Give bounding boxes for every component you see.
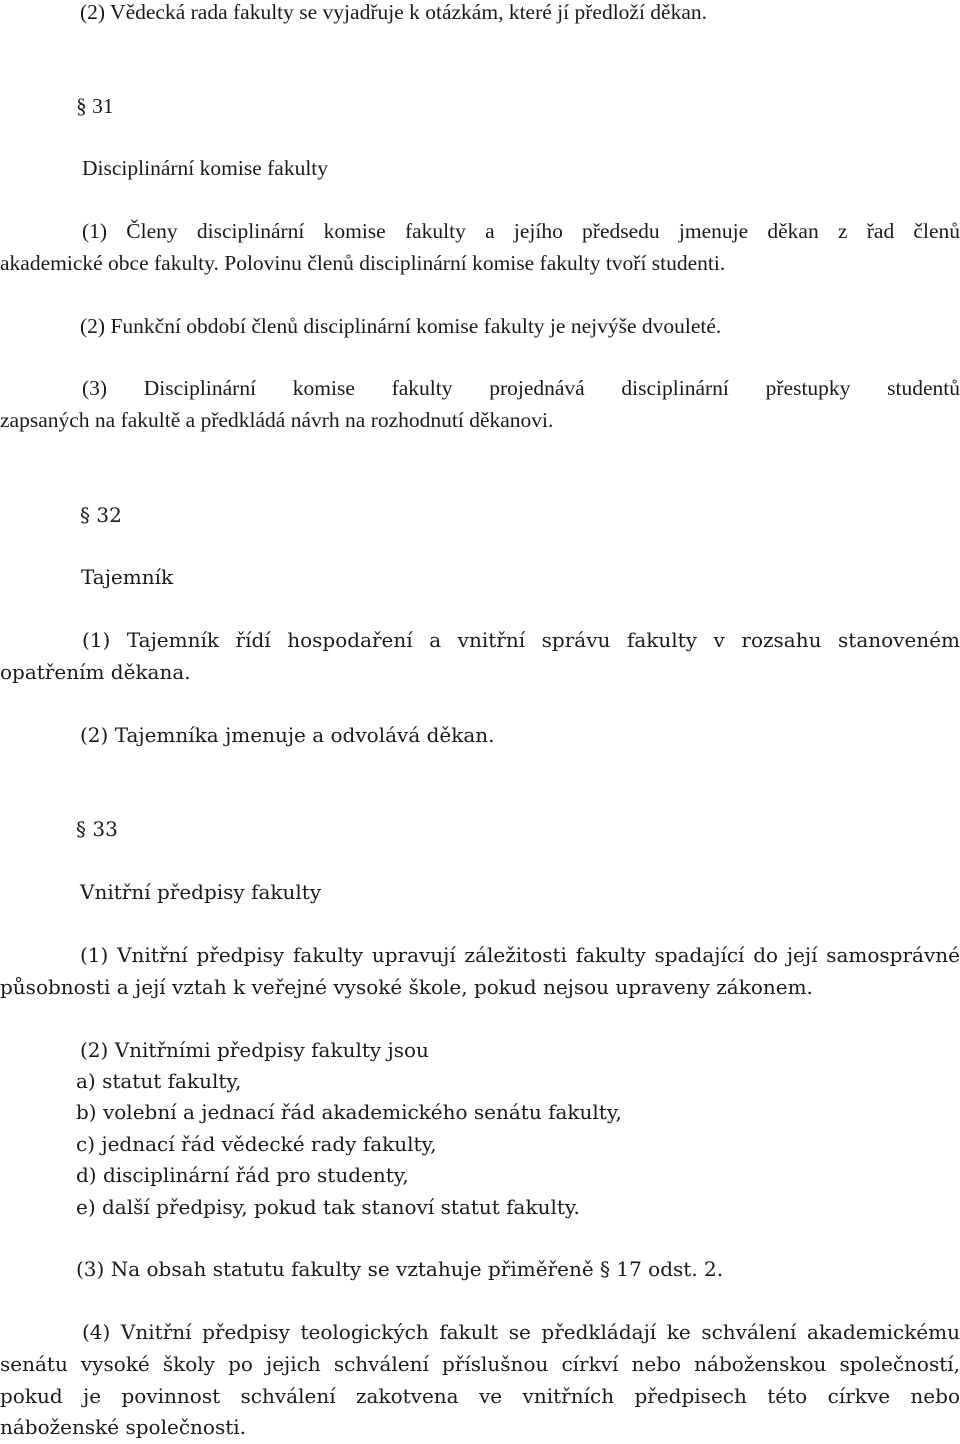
- section-31-paragraph-3-line-1: (3) Disciplinární komise fakulty projednává disciplinární přestupky studentů: [82, 376, 960, 400]
- list-item: d) disciplinární řád pro studenty,: [76, 1163, 409, 1187]
- section-33-paragraph-1-line-2: působnosti a její vztah k veřejné vysoké škole, pokud nejsou upraveny zákonem.: [0, 975, 813, 999]
- section-33-number: § 33: [76, 817, 118, 841]
- section-32-paragraph-2: (2) Tajemníka jmenuje a odvolává děkan.: [80, 723, 495, 747]
- list-item: e) další předpisy, pokud tak stanoví statut fakulty.: [76, 1195, 580, 1219]
- section-33-paragraph-4-line-1: (4) Vnitřní předpisy teologických fakult se předkládají ke schválení akademickému: [82, 1320, 960, 1344]
- section-31-paragraph-1-line-2: akademické obce fakulty. Polovinu členů disciplinární komise fakulty tvoří studenti.: [0, 251, 726, 275]
- section-32-paragraph-1-line-2: opatřením děkana.: [0, 660, 191, 684]
- section-33-paragraph-4-line-3: pokud je povinnost schválení zakotvena ve vnitřních předpisech této církve nebo: [0, 1384, 960, 1408]
- section-33-paragraph-2: (2) Vnitřními předpisy fakulty jsou: [80, 1038, 429, 1062]
- section-33-paragraph-3: (3) Na obsah statutu fakulty se vztahuje přiměřeně § 17 odst. 2.: [76, 1257, 724, 1281]
- list-item: b) volební a jednací řád akademického senátu fakulty,: [76, 1100, 622, 1124]
- section-32-paragraph-1-line-1: (1) Tajemník řídí hospodaření a vnitřní správu fakulty v rozsahu stanoveném: [82, 628, 960, 652]
- section-31-number: § 31: [76, 94, 114, 118]
- section-33-title: Vnitřní předpisy fakulty: [80, 880, 322, 904]
- section-31-paragraph-2: (2) Funkční období členů disciplinární komise fakulty je nejvýše dvouleté.: [80, 314, 722, 338]
- section-33-paragraph-1-line-1: (1) Vnitřní předpisy fakulty upravují záležitosti fakulty spadající do její samosprávné: [80, 943, 960, 967]
- list-item: c) jednací řád vědecké rady fakulty,: [76, 1132, 437, 1156]
- section-33-paragraph-4-line-2: senátu vysoké školy po jejich schválení příslušnou církví nebo náboženskou společností,: [0, 1352, 960, 1376]
- section-31-paragraph-1-line-1: (1) Členy disciplinární komise fakulty a jejího předsedu jmenuje děkan z řad členů: [82, 219, 960, 243]
- section-31-title: Disciplinární komise fakulty: [82, 156, 329, 180]
- paragraph-intro: (2) Vědecká rada fakulty se vyjadřuje k otázkám, které jí předloží děkan.: [80, 0, 708, 24]
- section-32-number: § 32: [80, 503, 122, 527]
- section-31-paragraph-3-line-2: zapsaných na fakultě a předkládá návrh na rozhodnutí děkanovi.: [0, 408, 554, 432]
- list-item: a) statut fakulty,: [76, 1069, 242, 1093]
- section-33-paragraph-4-line-4: náboženské společnosti.: [0, 1415, 246, 1439]
- section-32-title: Tajemník: [81, 565, 174, 589]
